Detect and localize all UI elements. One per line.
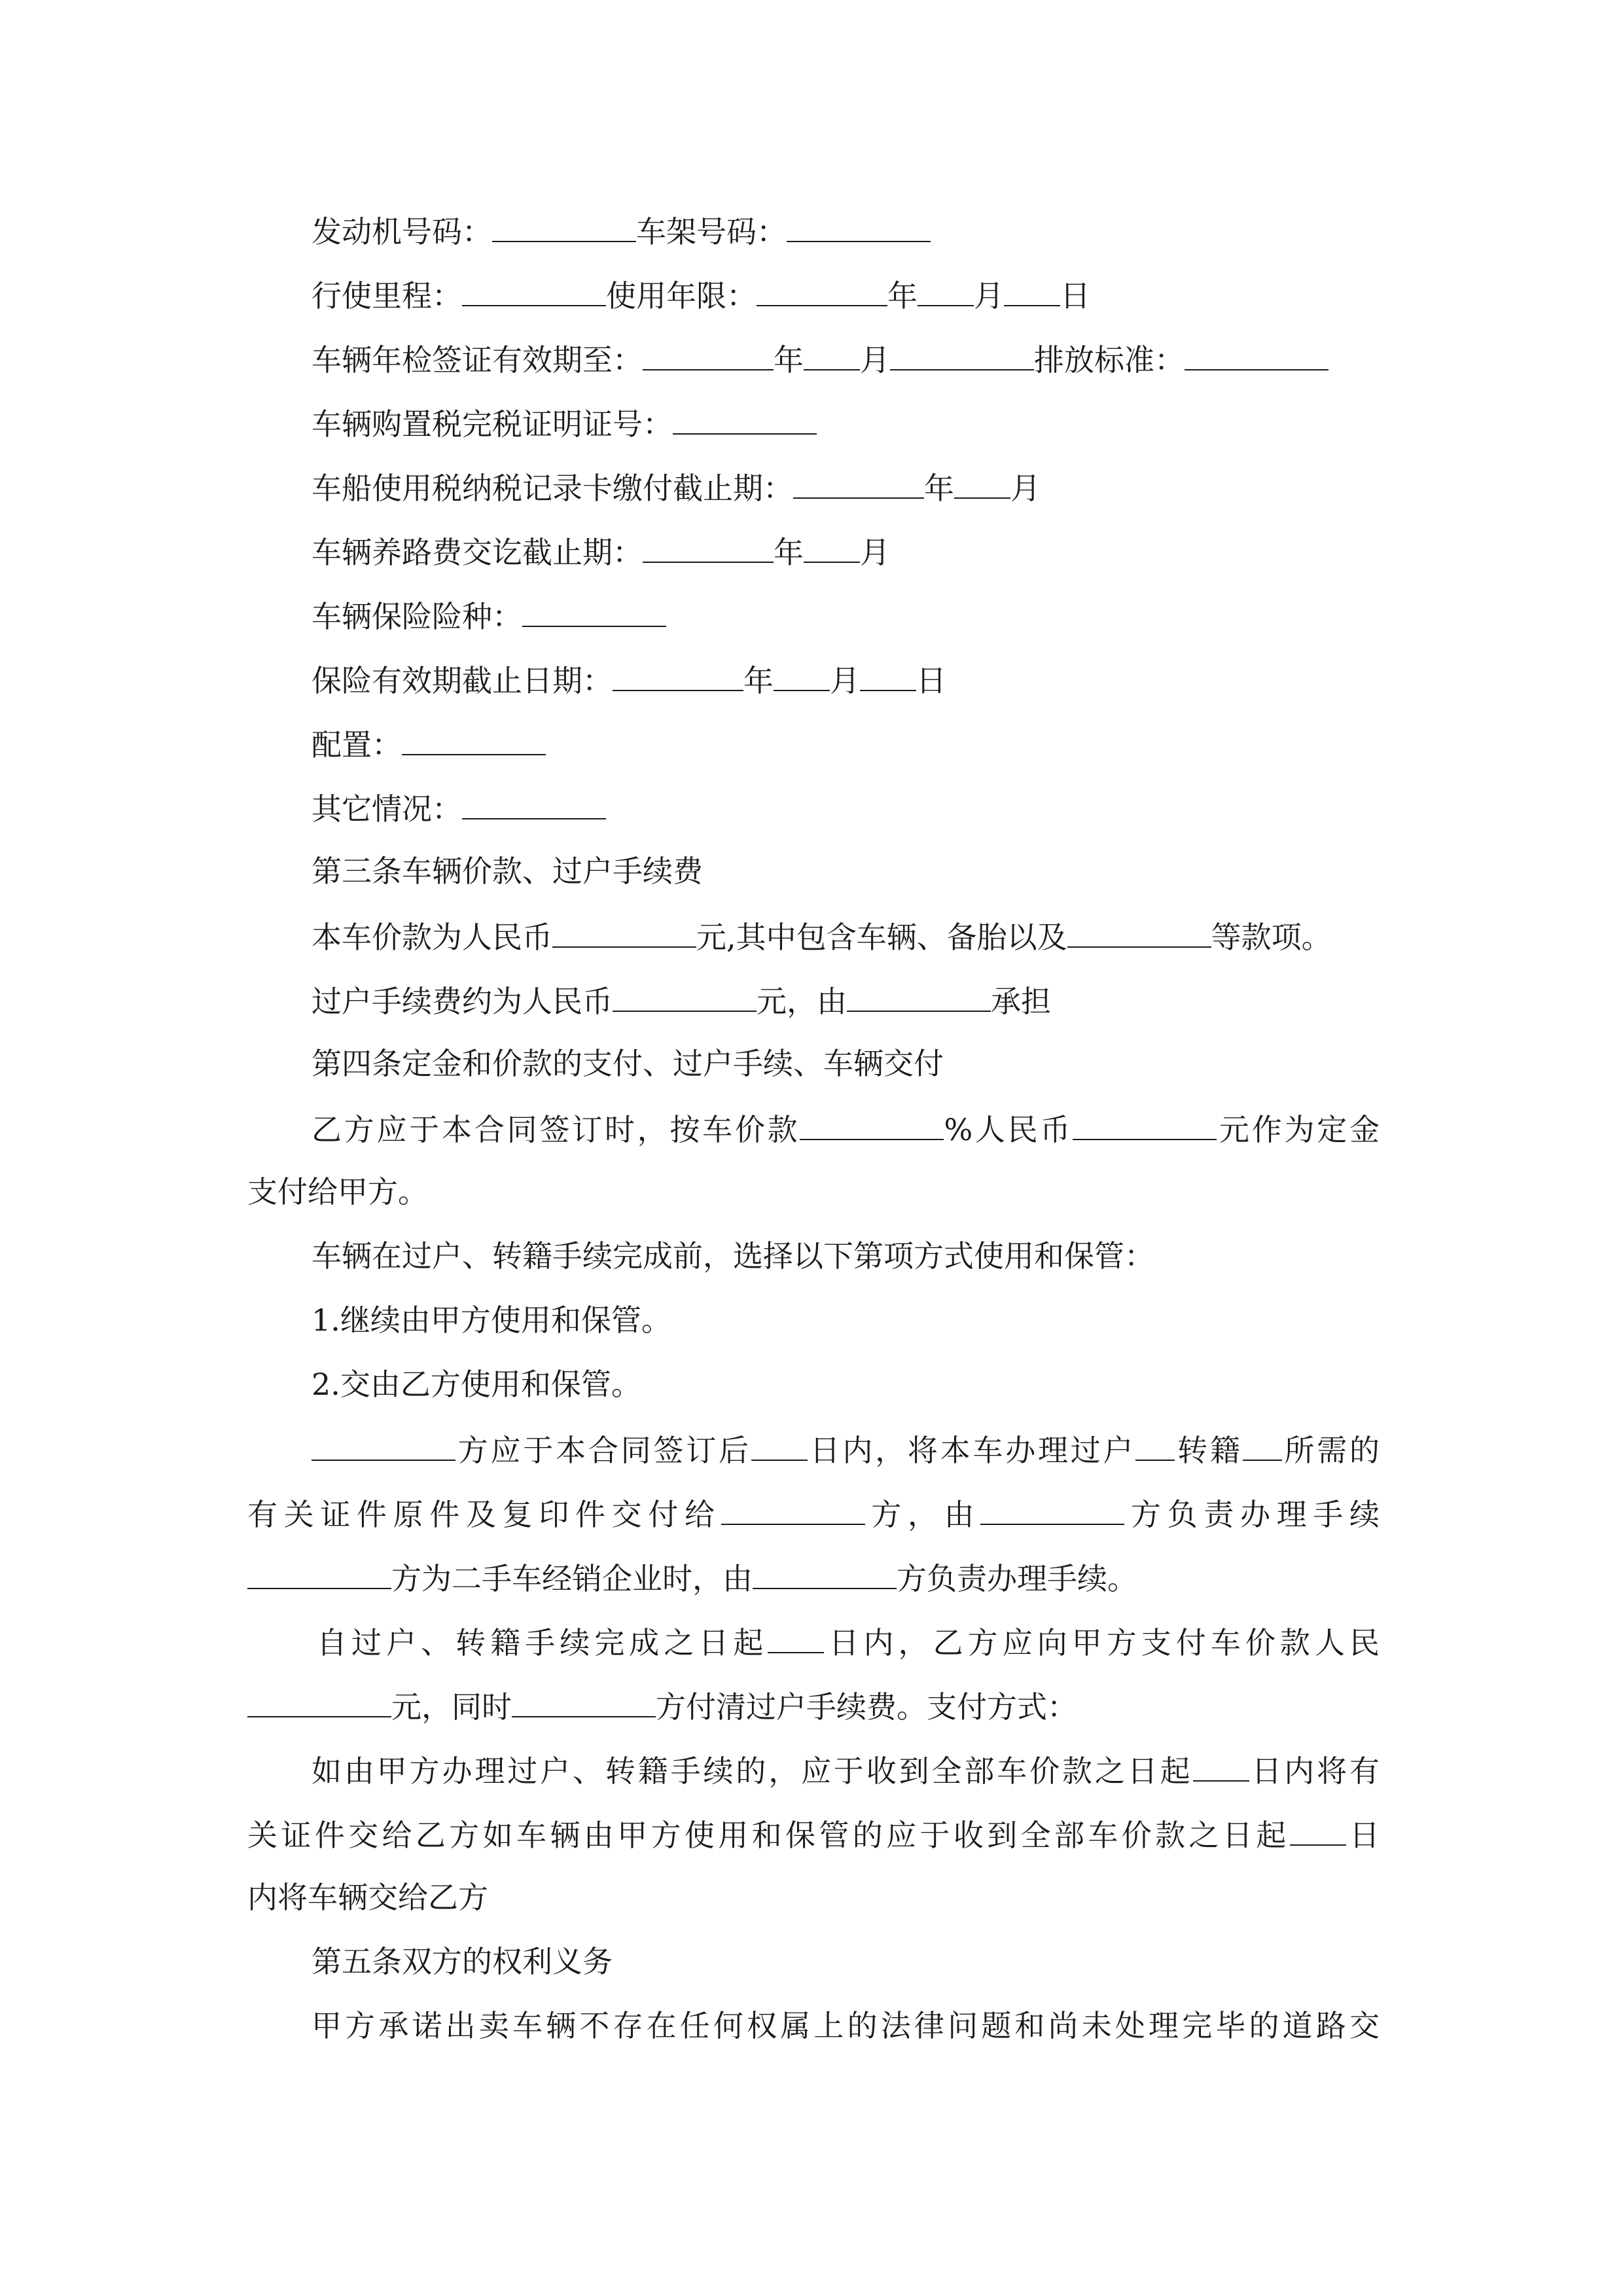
label-insurance-type: 车辆保险险种：: [312, 599, 522, 634]
label-month: 月: [830, 663, 860, 698]
blank-month: [774, 647, 830, 691]
blank-frame-number: [787, 198, 931, 242]
label-registration: 转籍: [1175, 1433, 1243, 1468]
label-seller-handles: 如由甲方办理过户、转籍手续的，应于收到全部车价款之日起: [312, 1753, 1193, 1789]
line-hand-over: 内将车辆交给乙方: [247, 1880, 488, 1915]
blank-party: [753, 1545, 897, 1589]
blank-emission-standard: [1185, 326, 1329, 370]
label-transfer-fee: 过户手续费约为人民币: [312, 984, 613, 1019]
blank-month: [918, 262, 974, 306]
label-year: 年: [774, 342, 804, 378]
label-docs-to-buyer: 关证件交给乙方如车辆由甲方使用和保管的应于收到全部车价款之日起: [247, 1818, 1290, 1853]
blank-year: [643, 518, 774, 563]
option-1: 1.继续由甲方使用和保管。: [312, 1302, 671, 1338]
heading-article-5: 第五条双方的权利义务: [312, 1944, 613, 1979]
blank-short: [1243, 1416, 1282, 1461]
label-items: 等款项。: [1211, 920, 1332, 955]
heading-article-3: 第三条车辆价款、过户手续费: [312, 853, 703, 889]
blank-items: [1067, 903, 1211, 948]
line-docs-to-buyer: [247, 1801, 1380, 1865]
blank-mileage: [462, 262, 606, 306]
label-meanwhile: 元，同时: [391, 1689, 512, 1725]
label-handles-2: 方负责办理手续。: [897, 1561, 1137, 1596]
line-insurance-type: [247, 583, 1380, 647]
line-seller-handles: [247, 1737, 1380, 1801]
line-configuration: [247, 711, 1380, 775]
label-service-years: 使用年限：: [606, 278, 757, 314]
line-engine-number: [247, 198, 1380, 262]
blank-month: [804, 326, 860, 370]
line-other: [247, 775, 1380, 839]
line-insurance-expiry: [247, 647, 1380, 711]
blank-year: [643, 326, 774, 370]
label-purchase-tax: 车辆购置税完税证明证号：: [312, 406, 673, 442]
blank-amount: [247, 1673, 391, 1717]
blank-days: [751, 1416, 808, 1461]
label-within-days: 日内将有: [1249, 1753, 1380, 1789]
label-payment-method: 方付清过户手续费。支付方式：: [656, 1689, 1077, 1725]
label-as-deposit: 元作为定金: [1217, 1112, 1380, 1147]
blank-engine-number: [492, 198, 636, 242]
line-usage-choice: 车辆在过户、转籍手续完成前，选择以下第项方式使用和保管：: [312, 1238, 1154, 1274]
label-vehicle-tax: 车船使用税纳税记录卡缴付截止期：: [312, 471, 793, 506]
blank-insurance-type: [522, 583, 666, 627]
blank-deposit-percent: [800, 1096, 944, 1140]
blank-fee-payer: [847, 967, 991, 1012]
blank-party: [980, 1480, 1124, 1525]
label-insurance-expiry: 保险有效期截止日期：: [312, 663, 613, 698]
label-year: 年: [743, 663, 774, 698]
label-yuan-by: 元，由: [757, 984, 847, 1019]
label-month: 月: [860, 342, 890, 378]
line-inspection: [247, 326, 1380, 390]
line-transfer-fee: [247, 967, 1380, 1031]
blank-purchase-tax: [673, 390, 817, 435]
blank-year: [757, 262, 887, 306]
blank-days: [768, 1609, 824, 1653]
label-day-char: 日: [1346, 1818, 1380, 1853]
label-docs-to: 有关证件原件及复印件交付给: [247, 1497, 721, 1532]
label-year: 年: [924, 471, 954, 506]
line-payment-after-transfer: [247, 1609, 1380, 1673]
line-dealer: [247, 1545, 1380, 1609]
label-party-by: 方，由: [865, 1497, 981, 1532]
label-month: 月: [974, 278, 1004, 314]
label-required: 所需的: [1281, 1433, 1380, 1468]
label-day: 日: [1060, 278, 1090, 314]
label-inspection-valid: 车辆年检签证有效期至：: [312, 342, 643, 378]
blank-month: [804, 518, 860, 563]
blank-year: [793, 454, 924, 499]
blank-other: [462, 775, 606, 819]
label-transfer: 日内，将本车办理过户: [807, 1433, 1136, 1468]
label-engine-number: 发动机号码：: [312, 214, 492, 249]
blank-party: [512, 1673, 656, 1717]
label-dealer: 方为二手车经销企业时，由: [391, 1561, 753, 1596]
label-handles: 方负责办理手续: [1124, 1497, 1380, 1532]
blank-configuration: [402, 711, 546, 755]
label-year: 年: [774, 535, 804, 570]
line-vehicle-tax: [247, 454, 1380, 518]
label-day: 日: [916, 663, 946, 698]
line-road-fee: [247, 518, 1380, 583]
label-pay-price: 日内，乙方应向甲方支付车价款人民: [824, 1625, 1380, 1660]
label-after-signing: 方应于本合同签订后: [455, 1433, 751, 1468]
line-deposit-cont: 支付给甲方。: [247, 1174, 428, 1210]
blank-day: [1004, 262, 1060, 306]
line-vehicle-price: [247, 903, 1380, 967]
blank-party: [312, 1416, 455, 1461]
label-configuration: 配置：: [312, 727, 402, 762]
blank-month: [954, 454, 1010, 499]
label-mileage: 行使里程：: [312, 278, 462, 314]
heading-article-4: 第四条定金和价款的支付、过户手续、车辆交付: [312, 1046, 944, 1081]
label-percent-rmb: %人民币: [944, 1112, 1073, 1147]
blank-inspection: [890, 326, 1034, 370]
label-year: 年: [887, 278, 918, 314]
blank-days: [1193, 1737, 1249, 1782]
blank-price: [552, 903, 696, 948]
label-road-fee: 车辆养路费交讫截止期：: [312, 535, 643, 570]
blank-party: [247, 1545, 391, 1589]
label-deposit: 乙方应于本合同签订时，按车价款: [312, 1112, 800, 1147]
line-payment-cont: [247, 1673, 1380, 1737]
label-month: 月: [1010, 471, 1041, 506]
label-emission-standard: 排放标准：: [1034, 342, 1185, 378]
blank-deposit-amount: [1073, 1096, 1217, 1140]
label-bear: 承担: [991, 984, 1051, 1019]
label-other: 其它情况：: [312, 791, 462, 827]
blank-transfer-fee: [613, 967, 757, 1012]
label-price-includes: 元,其中包含车辆、备胎以及: [696, 920, 1067, 955]
label-from-completion: 自过户、转籍手续完成之日起: [317, 1625, 768, 1660]
line-docs-delivery: [247, 1480, 1380, 1545]
blank-party: [721, 1480, 865, 1525]
line-transfer-docs: [247, 1416, 1380, 1480]
blank-day: [860, 647, 916, 691]
line-seller-promise: 甲方承诺出卖车辆不存在任何权属上的法律问题和尚未处理完毕的道路交: [312, 2008, 1380, 2043]
blank-short: [1135, 1416, 1175, 1461]
blank-days: [1290, 1801, 1346, 1846]
line-deposit: [247, 1096, 1380, 1160]
label-month: 月: [860, 535, 890, 570]
option-2: 2.交由乙方使用和保管。: [312, 1367, 641, 1402]
label-price: 本车价款为人民币: [312, 920, 552, 955]
line-purchase-tax: [247, 390, 1380, 454]
blank-year: [613, 647, 743, 691]
label-frame-number: 车架号码：: [636, 214, 787, 249]
line-mileage: [247, 262, 1380, 326]
